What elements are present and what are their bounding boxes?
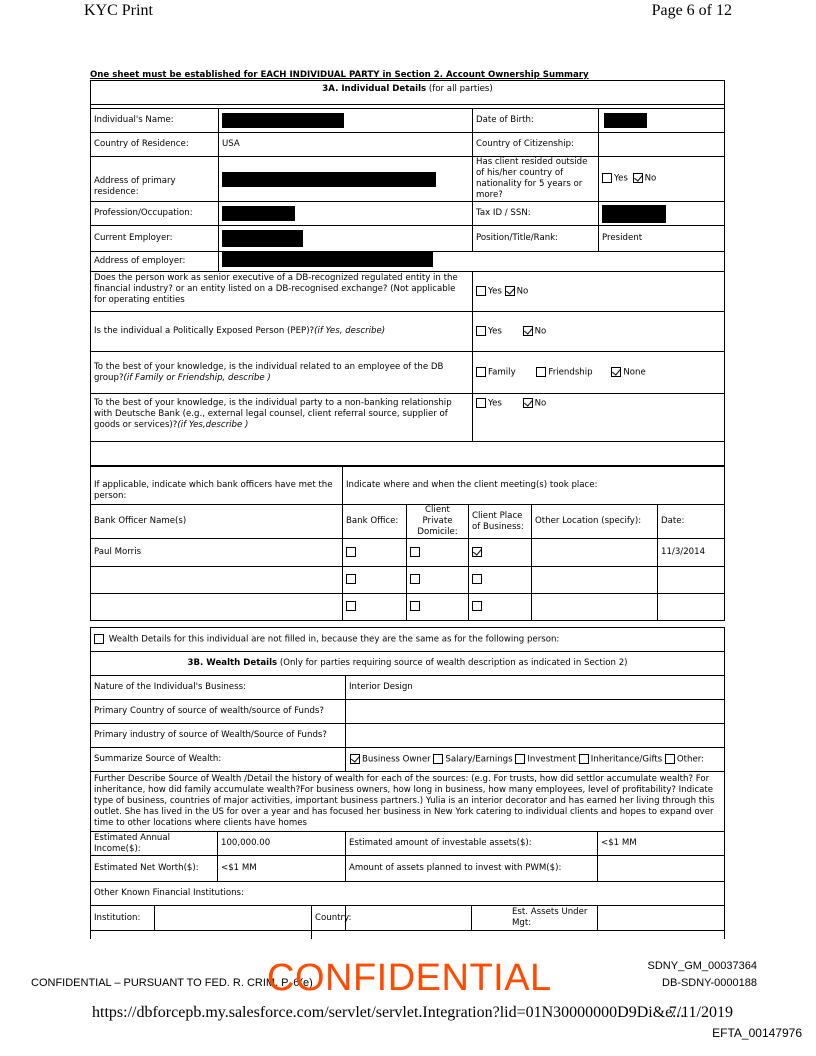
taxid-label: Tax ID / SSN:	[473, 202, 599, 226]
business-owner-label: Business Owner	[362, 754, 431, 765]
table-row	[91, 539, 725, 567]
senior-exec-no-checkbox[interactable]	[505, 286, 515, 296]
primary-country-label: Primary Country of source of wealth/source of Funds?	[91, 700, 346, 724]
primary-industry-value	[346, 724, 725, 748]
page-number: Page 6 of 12	[651, 2, 732, 19]
redaction-block	[222, 230, 303, 247]
meeting-date: 11/3/2014	[658, 539, 725, 567]
country-label: Country:	[312, 906, 346, 931]
col-bank-office: Bank Office:	[343, 505, 407, 539]
resided-yes-checkbox[interactable]	[602, 173, 612, 183]
not-filled-row	[91, 628, 725, 652]
inheritance-checkbox[interactable]	[579, 754, 589, 764]
not-filled-label: Wealth Details for this individual are not filled in, because they are the same as for the following person:	[108, 634, 560, 645]
senior-exec-yes-checkbox[interactable]	[476, 286, 486, 296]
bates-number-2: DB-SDNY-0000188	[662, 977, 757, 989]
friendship-label: Friendship	[548, 367, 593, 378]
related-question: To the best of your knowledge, is the individual related to an employee of the DB group?(if Family or Friendship, describe )	[91, 352, 473, 394]
confidential-notice: CONFIDENTIAL – PURSUANT TO FED. R. CRIM. P. 6(e)	[31, 977, 313, 989]
nature-label: Nature of the Individual's Business:	[91, 676, 346, 700]
confidential-stamp: CONFIDENTIAL	[267, 957, 552, 999]
pep-options	[473, 312, 725, 352]
page-header-left: KYC Print	[84, 2, 153, 19]
net-worth-label: Estimated Net Worth($):	[91, 856, 218, 882]
nature-value: Interior Design	[346, 676, 725, 700]
efta-number: EFTA_00147976	[712, 1026, 802, 1040]
employer-value	[219, 226, 473, 252]
related-options	[473, 352, 725, 394]
no-label: No	[534, 398, 547, 409]
salary-checkbox[interactable]	[433, 754, 443, 764]
friendship-checkbox[interactable]	[536, 367, 546, 377]
other-label: Other:	[676, 754, 705, 765]
senior-exec-question: Does the person work as senior executive of a DB-recognized regulated entity in the financial industry? or an entity listed on a DB-recognised exchange? (Not applicable for operating entities	[91, 272, 473, 312]
other-location	[532, 567, 658, 594]
officer-name: Paul Morris	[91, 539, 343, 567]
primary-country-value	[346, 700, 725, 724]
bates-number-1: SDNY_GM_00037364	[647, 960, 757, 972]
business-owner-checkbox[interactable]	[350, 754, 360, 764]
employer-address-label: Address of employer:	[91, 252, 219, 272]
dob-label: Date of Birth:	[473, 109, 599, 133]
table-row	[91, 594, 725, 621]
print-date: 7/11/2019	[668, 1004, 733, 1021]
annual-income-label: Estimated Annual Income($):	[91, 832, 218, 856]
salary-label: Salary/Earnings	[445, 754, 513, 765]
place-of-business-checkbox[interactable]	[472, 601, 482, 611]
officer-name	[91, 567, 343, 594]
redaction-block	[602, 205, 666, 223]
primary-industry-label: Primary industry of source of Wealth/Source of Funds?	[91, 724, 346, 748]
none-checkbox[interactable]	[611, 367, 621, 377]
country-residence-label: Country of Residence:	[91, 133, 219, 157]
aum-label: Est. Assets Under Mgt:	[472, 906, 598, 931]
redaction-block	[222, 113, 344, 128]
individual-name-label: Individual's Name:	[91, 109, 219, 133]
profession-label: Profession/Occupation:	[91, 202, 219, 226]
not-filled-checkbox[interactable]	[94, 634, 104, 644]
col-date: Date:	[658, 505, 725, 539]
individual-name-value	[219, 109, 473, 133]
officers-label: If applicable, indicate which bank officers have met the person:	[91, 467, 343, 505]
profession-value	[219, 202, 473, 226]
inheritance-label: Inheritance/Gifts	[590, 754, 663, 765]
planned-label: Amount of assets planned to invest with PWM($):	[346, 856, 598, 882]
no-label: No	[644, 173, 657, 184]
taxid-value	[599, 202, 725, 226]
col-private: Client Private Domicile:	[407, 505, 469, 539]
col-officer: Bank Officer Name(s)	[91, 505, 343, 539]
no-label: No	[516, 286, 529, 297]
institution-value	[155, 906, 312, 931]
other-location	[532, 539, 658, 567]
wealth-description: Further Describe Source of Wealth /Detail the history of wealth for each of the sources: (e.g. For trusts, how did settlor accumulate wealth? For inheritance, how did family accumulate wealth?For business owners, how long in business, how many employees, level of profitability? Indicate type of business, countries of major activities, important business partners.) Yulia is an interior decorator and has earned her living through this outlet. She has lived in the US for over a year and has focused her business in New York catering to individual clients and hopes to expand over time to other locations where clients have homes	[91, 772, 725, 832]
annual-income-value: 100,000.00	[218, 832, 346, 856]
place-of-business-checkbox[interactable]	[472, 547, 482, 557]
employer-address-value	[219, 252, 725, 272]
yes-label: Yes	[614, 173, 628, 184]
citizenship-label: Country of Citizenship:	[473, 133, 599, 157]
bank-office-checkbox[interactable]	[346, 601, 356, 611]
meetings-table	[90, 466, 725, 621]
none-label: None	[623, 367, 646, 378]
wealth-details-table	[90, 627, 725, 939]
investable-value: <$1 MM	[598, 832, 725, 856]
private-domicile-checkbox[interactable]	[410, 574, 420, 584]
position-label: Position/Title/Rank:	[473, 226, 599, 252]
redaction-block	[222, 206, 295, 221]
country-value	[346, 906, 472, 931]
wealth-source-options	[346, 748, 725, 772]
resided-outside-label: Has client resided outside of his/her country of nationality for 5 years or more?	[473, 157, 599, 202]
country-residence-value: USA	[219, 133, 473, 157]
no-label: No	[534, 326, 547, 337]
officer-name	[91, 594, 343, 621]
other-checkbox[interactable]	[665, 754, 675, 764]
individual-details-table	[90, 80, 725, 466]
dob-value	[599, 109, 725, 133]
pep-question: Is the individual a Politically Exposed Person (PEP)?(if Yes, describe)	[91, 312, 473, 352]
source-url: https://dbforcepb.my.salesforce.com/servlet/servlet.Integration?lid=01N30000000D9Di&e...	[92, 1004, 685, 1021]
redaction-block	[222, 252, 433, 267]
nonbanking-question: To the best of your knowledge, is the individual party to a non-banking relationship with Deutsche Bank (e.g., external legal counsel, client referral source, supplier of goods or services)?(if Yes,describe )	[91, 394, 473, 442]
col-business: Client Place of Business:	[469, 505, 532, 539]
meeting-date	[658, 594, 725, 621]
yes-label: Yes	[488, 398, 502, 409]
section-3a-title: 3A. Individual Details (for all parties)	[91, 81, 725, 105]
investment-checkbox[interactable]	[515, 754, 525, 764]
col-other: Other Location (specify):	[532, 505, 658, 539]
table-row	[91, 567, 725, 594]
address-label: Address of primary residence:	[91, 157, 219, 202]
investment-label: Investment	[527, 754, 577, 765]
resided-no-checkbox[interactable]	[633, 173, 643, 183]
yes-label: Yes	[488, 326, 502, 337]
bank-office-checkbox[interactable]	[346, 574, 356, 584]
where-when-label: Indicate where and when the client meeting(s) took place:	[343, 467, 725, 505]
family-checkbox[interactable]	[476, 367, 486, 377]
nonbanking-no-checkbox[interactable]	[523, 398, 533, 408]
meeting-date	[658, 567, 725, 594]
private-domicile-checkbox[interactable]	[410, 601, 420, 611]
pep-no-checkbox[interactable]	[523, 326, 533, 336]
other-location	[532, 594, 658, 621]
instruction-notice: One sheet must be established for EACH INDIVIDUAL PARTY in Section 2. Account Ownership Summary	[90, 70, 589, 80]
employer-label: Current Employer:	[91, 226, 219, 252]
summarize-label: Summarize Source of Wealth:	[91, 748, 346, 772]
bank-office-checkbox[interactable]	[346, 547, 356, 557]
pep-yes-checkbox[interactable]	[476, 326, 486, 336]
other-fi-label: Other Known Financial Institutions:	[91, 882, 725, 906]
section-3b-title: 3B. Wealth Details (Only for parties requiring source of wealth description as indicated in Section 2)	[91, 652, 725, 676]
investable-label: Estimated amount of investable assets($):	[346, 832, 598, 856]
planned-value	[598, 856, 725, 882]
senior-exec-options	[473, 272, 725, 312]
resided-outside-options	[599, 157, 725, 202]
net-worth-value: <$1 MM	[218, 856, 346, 882]
citizenship-value	[599, 133, 725, 157]
yes-label: Yes	[488, 286, 502, 297]
private-domicile-checkbox[interactable]	[410, 547, 420, 557]
institution-label: Institution:	[91, 906, 155, 931]
nonbanking-yes-checkbox[interactable]	[476, 398, 486, 408]
family-label: Family	[488, 367, 516, 378]
redaction-block	[604, 113, 647, 128]
position-value: President	[599, 226, 725, 252]
aum-value	[598, 906, 725, 931]
nonbanking-options	[473, 394, 725, 442]
place-of-business-checkbox[interactable]	[472, 574, 482, 584]
redaction-block	[222, 172, 436, 187]
address-value	[219, 157, 473, 202]
